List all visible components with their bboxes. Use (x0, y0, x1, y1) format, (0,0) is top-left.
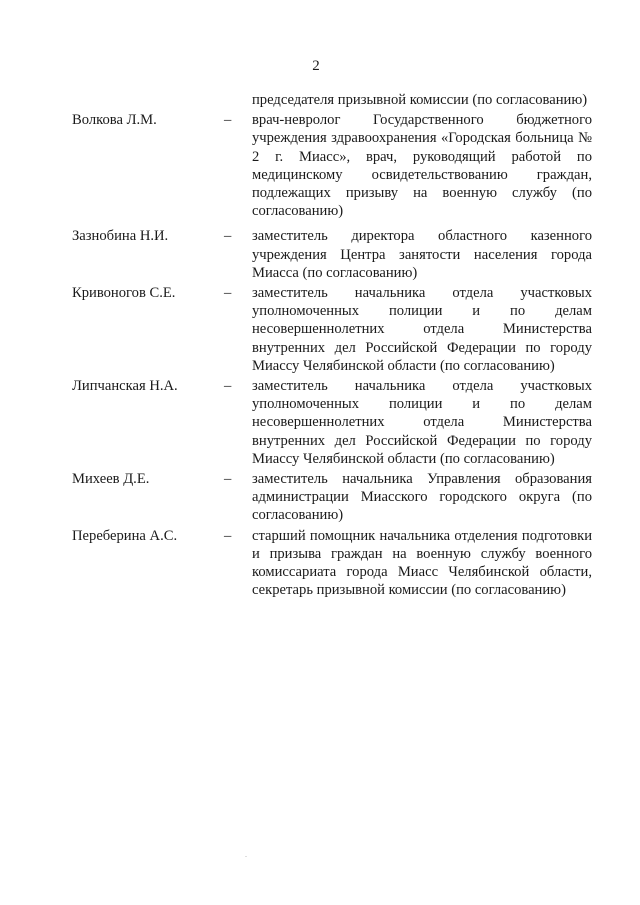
member-entry (72, 527, 592, 600)
member-name: Переберина А.С. (72, 527, 178, 544)
member-dash: – (224, 527, 232, 544)
member-entry (72, 470, 592, 525)
page-number: 2 (312, 58, 320, 74)
member-entry (72, 227, 592, 282)
member-description: заместитель начальника отдела участковых уполномоченных полиции и по делам несовершеннолетних отдела Министерства внутренних дел Российской Федерации по городу Миассу Челябинской области (по согласованию) (252, 285, 592, 374)
continuation-description: председателя призывной комиссии (по согласованию) (252, 92, 588, 108)
member-description: заместитель начальника отдела участковых уполномоченных полиции и по делам несовершеннолетних отдела Министерства внутренних дел Российской Федерации по городу Миассу Челябинской области (по согласованию) (252, 378, 592, 467)
member-name: Волкова Л.М. (72, 112, 157, 129)
member-name: Липчанская Н.А. (72, 378, 178, 395)
member-entry (72, 377, 592, 468)
member-dash: – (224, 228, 232, 245)
member-description: врач-невролог Государственного бюджетного учреждения здравоохранения «Городская больница № 2 г. Миасс», врач, руководящий работой по медицинскому освидетельствованию граждан, подлежащих призыву на военную службу (по согласованию) (252, 112, 592, 220)
continuation-entry (72, 91, 592, 109)
member-name: Кривоногов С.Е. (72, 285, 176, 302)
member-entry (72, 284, 592, 375)
commission-member-list (72, 91, 592, 599)
member-description: заместитель начальника Управления образования администрации Миасского городского округа (по согласованию) (252, 471, 592, 524)
member-name: Зазнобина Н.И. (72, 228, 169, 245)
member-entry (72, 111, 592, 220)
member-description: заместитель директора областного казенного учреждения Центра занятости населения города Миасса (по согласованию) (252, 228, 592, 281)
member-dash: – (224, 378, 232, 395)
member-dash: – (224, 112, 232, 129)
member-name: Михеев Д.Е. (72, 471, 150, 488)
scan-speck: . (245, 850, 247, 859)
member-dash: – (224, 471, 232, 488)
member-description: старший помощник начальника отделения подготовки и призыва граждан на военную службу военного комиссариата города Миасс Челябинской области, секретарь призывной комиссии (по согласованию) (252, 527, 592, 599)
member-dash: – (224, 285, 232, 302)
